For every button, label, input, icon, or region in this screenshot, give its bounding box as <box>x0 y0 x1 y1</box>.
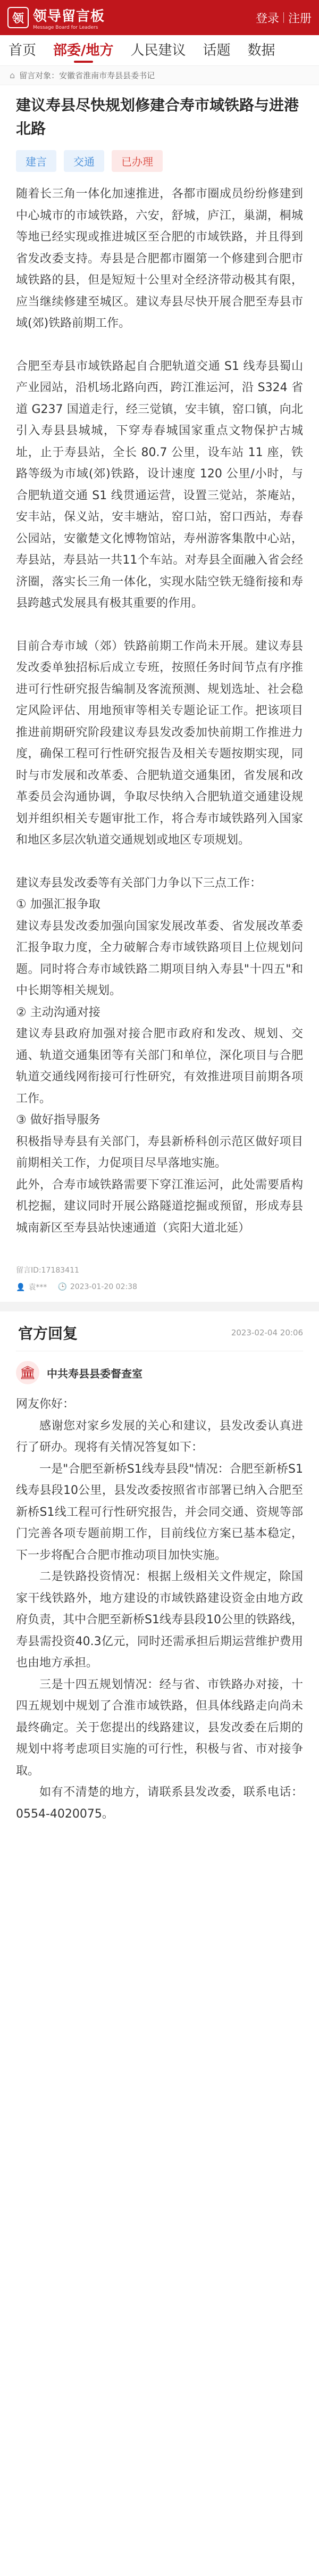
message-paragraph: 合肥至寿县市域铁路起自合肥轨道交通 S1 线寿县蜀山产业园站，沿机场北路向西，跨江淮运河，沿 S324 省道 G237 国道走行，经三觉镇，安丰镇，窑口镇，向北引入寿县县城城，下穿寿春城国家重点文物保护古城址，止于寿县站，全长 80.7 公里，设车站 11 座，铁路等级为市域(郊)铁路，设计速度 120 公里/小时，与合肥轨道交通 S1 线贯通运营，设置三觉站，茶庵站，安丰站，保义站，安丰塘站，窑口站，窑口西站，寿春公园站，安徽楚文化博物馆站，寿州游客集散中心站，寿县站，寿县站一共11个车站。对寿县全面融入省会经济圈，落实长三角一体化，实现水陆空铁无缝衔接和寿县跨越式发展具有极其重要的作用。 <box>16 359 303 610</box>
auth-links <box>256 10 312 26</box>
meta-row <box>16 1282 303 1292</box>
reply-heading: 官方回复 <box>18 1325 78 1342</box>
nav-home[interactable]: 首页 <box>9 42 37 59</box>
author <box>16 1282 47 1292</box>
reply-header <box>16 1322 303 1351</box>
message-recipient: 留言对象：安徽省淮南市寿县县委书记 <box>19 71 155 80</box>
user-icon: 👤 <box>16 1283 26 1292</box>
message-card <box>0 85 319 1302</box>
reply-paragraph: 感谢您对家乡发展的关心和建议，县发改委认真进行了研办。现将有关情况答复如下： <box>16 1419 303 1454</box>
official-reply <box>0 1311 319 1836</box>
breadcrumb <box>0 66 319 85</box>
reply-body <box>16 1394 303 1825</box>
section-divider <box>0 1302 319 1311</box>
government-building-icon: 🏛 <box>16 1361 39 1384</box>
reply-org <box>16 1351 303 1394</box>
nav-topics[interactable]: 话题 <box>203 42 231 59</box>
logo-subtitle: Message Board for Leaders <box>33 24 98 30</box>
message-paragraph: 随着长三角一体化加速推进，各都市圈成员纷纷修建到中心城市的市域铁路，六安，舒城，庐江，巢湖，桐城等地已经实现或推进城区至合肥的市域铁路，并且得到省发改委支持。寿县是合肥都市圈第一个修建到合肥市域铁路的县，但是短短十公里对全经济带动极其有限，应当继续修建至城区。建议寿县尽快开展合肥至寿县市域(郊)铁路前期工作。 <box>16 187 303 330</box>
tag-type[interactable]: 建言 <box>16 150 56 172</box>
reply-paragraph: 网友你好： <box>16 1398 75 1411</box>
author-name: 袁*** <box>28 1283 47 1292</box>
reply-paragraph: 一是"合肥至新桥S1线寿县段"情况：合肥至新桥S1线寿县段10公里，县发改委按照省市部署已纳入合肥至新桥S1线工程可行性研究报告，并会同交通、资规等部门完善各项专题前期工作，目前线位方案已基本稳定，下一步将配合合肥市推动项目加快实施。 <box>16 1462 303 1562</box>
main-nav <box>0 35 319 66</box>
post-time-value: 2023-01-20 02:38 <box>70 1283 138 1291</box>
site-logo[interactable] <box>7 5 105 30</box>
message-title: 建议寿县尽快规划修建合寿市域铁路与进港北路 <box>16 96 299 137</box>
home-icon: ⌂ <box>10 70 15 80</box>
tag-status: 已办理 <box>112 150 163 172</box>
reply-paragraph: 三是十四五规划情况：经与省、市铁路办对接，十四五规划中规划了合淮市域铁路，但具体线路走向尚未最终确定。关于您提出的线路建议，县发改委在后期的规划中将考虑项目实施的可行性，积极与省、市对接争取。 <box>16 1678 303 1778</box>
app-header <box>0 0 319 35</box>
message-id: 留言ID:17183411 <box>16 1266 79 1275</box>
clock-icon: 🕒 <box>57 1283 67 1291</box>
tag-category[interactable]: 交通 <box>64 150 104 172</box>
logo-title: 领导留言板 <box>33 8 105 24</box>
reply-paragraph: 如有不清楚的地方，请联系县发改委，联系电话：0554-4020075。 <box>16 1786 303 1821</box>
register-link[interactable]: 注册 <box>288 12 312 26</box>
post-time <box>57 1283 137 1291</box>
tag-list <box>16 150 303 172</box>
nav-ministries-local[interactable]: 部委/地方 <box>45 35 122 66</box>
message-body <box>16 184 303 1239</box>
logo-mark: 领 <box>7 7 29 28</box>
reply-paragraph: 二是铁路投资情况：根据上级相关文件规定，除国家干线铁路外，地方建设的市域铁路建设资金由地方政府负责，其中合肥至新桥S1线寿县段10公里的铁路线，寿县需投资40.3亿元，同时还需承担后期运营维护费用也由地方承担。 <box>16 1570 303 1670</box>
message-paragraph: 目前合寿市域（郊）铁路前期工作尚未开展。建议寿县发改委单独招标后成立专班，按照任务时间节点有序推进可行性研究报告编制及客流预测、规划选址、社会稳定风险评估、用地预审等相关专题论证工作。把该项目推进前期研究阶段建议寿县发改委加快前期工作推进力度，确保工程可行性研究报告及相关专题按期实现，同时与市发展和改革委、合肥轨道交通集团，省发展和改革委员会沟通协调，争取尽快纳入合肥轨道交通建设规划并组织相关专题审批工作，将合寿市域铁路列入国家和地区多层次轨道交通规划或地区专项规划。 <box>16 639 303 847</box>
nav-people-suggestions[interactable]: 人民建议 <box>130 42 186 59</box>
reply-date: 2023-02-04 20:06 <box>231 1328 303 1337</box>
message-paragraph: 建议寿县发改委等有关部门力争以下三点工作： ① 加强汇报争取 建议寿县发改委加强向国家发展改革委、省发展改革委汇报争取力度，全力破解合寿市域铁路项目上位规划问题。同时将合寿市域铁路二期项目纳入寿县"十四五"和中长期等相关规划。 ② 主动沟通对接 建议寿县政府加强对接合肥市政府和发改、规划、交通、轨道交通集团等有关部门和单位，深化项目与合肥轨道交通线网衔接可行性研究，有效推进项目前期各项工作。 ③ 做好指导服务 积极指导寿县有关部门，寿县新桥科创示范区做好项目前期相关工作，力促项目尽早落地实施。 此外，合寿市域铁路需要下穿江淮运河，此处需要盾构机挖掘，建议同时开展公路隧道挖掘或预留，形成寿县城南新区至寿县站快速通道（宾阳大道北延） <box>16 876 303 1235</box>
logo-text <box>33 5 105 30</box>
reply-org-name: 中共寿县县委督查室 <box>47 1367 142 1380</box>
auth-divider <box>283 12 284 23</box>
login-link[interactable]: 登录 <box>255 12 279 26</box>
message-meta <box>16 1257 303 1302</box>
nav-data[interactable]: 数据 <box>247 42 275 59</box>
